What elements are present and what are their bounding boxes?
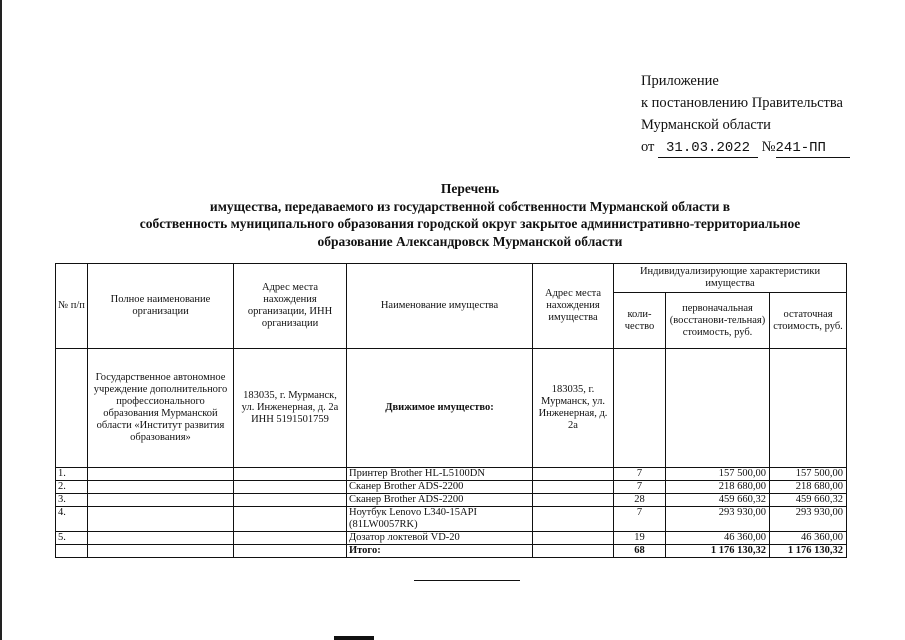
row-initial-cost: 459 660,32: [666, 494, 770, 507]
title-line-3: образование Александровск Мурманской области: [317, 233, 623, 249]
table-row: [56, 507, 847, 532]
appendix-block: [641, 70, 850, 158]
row-num: 5.: [56, 532, 88, 545]
org-name: Государственное автономное учреждение дополнительного профессионального образования Мурманской области «Институт развития образования»: [88, 349, 234, 468]
title-line-1: имущества, передаваемого из государственной собственности Мурманской области в: [209, 198, 731, 214]
resolution-number: 241-ПП: [776, 140, 850, 158]
row-residual-cost: 459 660,32: [770, 494, 847, 507]
document-title: [60, 180, 880, 250]
row-num: 1.: [56, 468, 88, 481]
page-bottom-mark: [334, 636, 374, 640]
appendix-line-1: Приложение: [641, 73, 719, 89]
organization-row: [56, 349, 847, 468]
header-row-1: [56, 264, 847, 293]
table-row: [56, 481, 847, 494]
row-qty: 19: [614, 532, 666, 545]
title-line-2: собственность муниципального образования городской округ закрытое административно-территориальное: [139, 216, 801, 231]
total-qty: 68: [614, 545, 666, 558]
row-item-name: Сканер Brother ADS-2200: [347, 494, 533, 507]
table-row: [56, 494, 847, 507]
row-initial-cost: 218 680,00: [666, 481, 770, 494]
row-item-name: Принтер Brother HL-L5100DN: [347, 468, 533, 481]
table-row: [56, 532, 847, 545]
row-num: 2.: [56, 481, 88, 494]
date-prefix: от: [641, 139, 655, 155]
scan-edge: [0, 0, 2, 640]
row-initial-cost: 46 360,00: [666, 532, 770, 545]
row-residual-cost: 157 500,00: [770, 468, 847, 481]
row-residual-cost: 293 930,00: [770, 507, 847, 532]
row-qty: 7: [614, 507, 666, 532]
header-item-name: Наименование имущества: [347, 264, 533, 349]
appendix-date-line: [641, 136, 850, 158]
footer-rule: [414, 580, 520, 581]
row-residual-cost: 46 360,00: [770, 532, 847, 545]
appendix-line-2: к постановлению Правительства: [641, 95, 843, 111]
movable-property-label: Движимое имущество:: [347, 349, 533, 468]
total-label: Итого:: [347, 545, 533, 558]
row-residual-cost: 218 680,00: [770, 481, 847, 494]
org-address: 183035, г. Мурманск, ул. Инженерная, д. 2а ИНН 5191501759: [234, 349, 347, 468]
table-row: [56, 468, 847, 481]
header-qty: коли-чество: [614, 293, 666, 349]
header-item-address: Адрес места нахождения имущества: [533, 264, 614, 349]
row-initial-cost: 293 930,00: [666, 507, 770, 532]
row-qty: 7: [614, 481, 666, 494]
row-num: 3.: [56, 494, 88, 507]
row-qty: 28: [614, 494, 666, 507]
item-address: 183035, г. Мурманск, ул. Инженерная, д. 2а: [533, 349, 614, 468]
header-org-name: Полное наименование организации: [88, 264, 234, 349]
header-org-address: Адрес места нахождения организации, ИНН организации: [234, 264, 347, 349]
header-initial-cost: первоначальная (восстанови-тельная) стоимость, руб.: [666, 293, 770, 349]
row-item-name: Сканер Brother ADS-2200: [347, 481, 533, 494]
header-residual-cost: остаточная стоимость, руб.: [770, 293, 847, 349]
resolution-date: 31.03.2022: [658, 140, 758, 158]
row-qty: 7: [614, 468, 666, 481]
appendix-line-3: Мурманской области: [641, 117, 771, 133]
title-heading: Перечень: [440, 181, 500, 196]
row-item-name: Ноутбук Lenovo L340-15API (81LW0057RK): [347, 507, 533, 532]
total-residual-cost: 1 176 130,32: [770, 545, 847, 558]
row-item-name: Дозатор локтевой VD-20: [347, 532, 533, 545]
total-row: [56, 545, 847, 558]
header-characteristics: Индивидуализирующие характеристики имущества: [614, 264, 847, 293]
header-num: № п/п: [56, 264, 88, 349]
row-initial-cost: 157 500,00: [666, 468, 770, 481]
row-num: 4.: [56, 507, 88, 532]
property-table: [55, 263, 847, 558]
number-prefix: №: [761, 139, 776, 155]
total-initial-cost: 1 176 130,32: [666, 545, 770, 558]
